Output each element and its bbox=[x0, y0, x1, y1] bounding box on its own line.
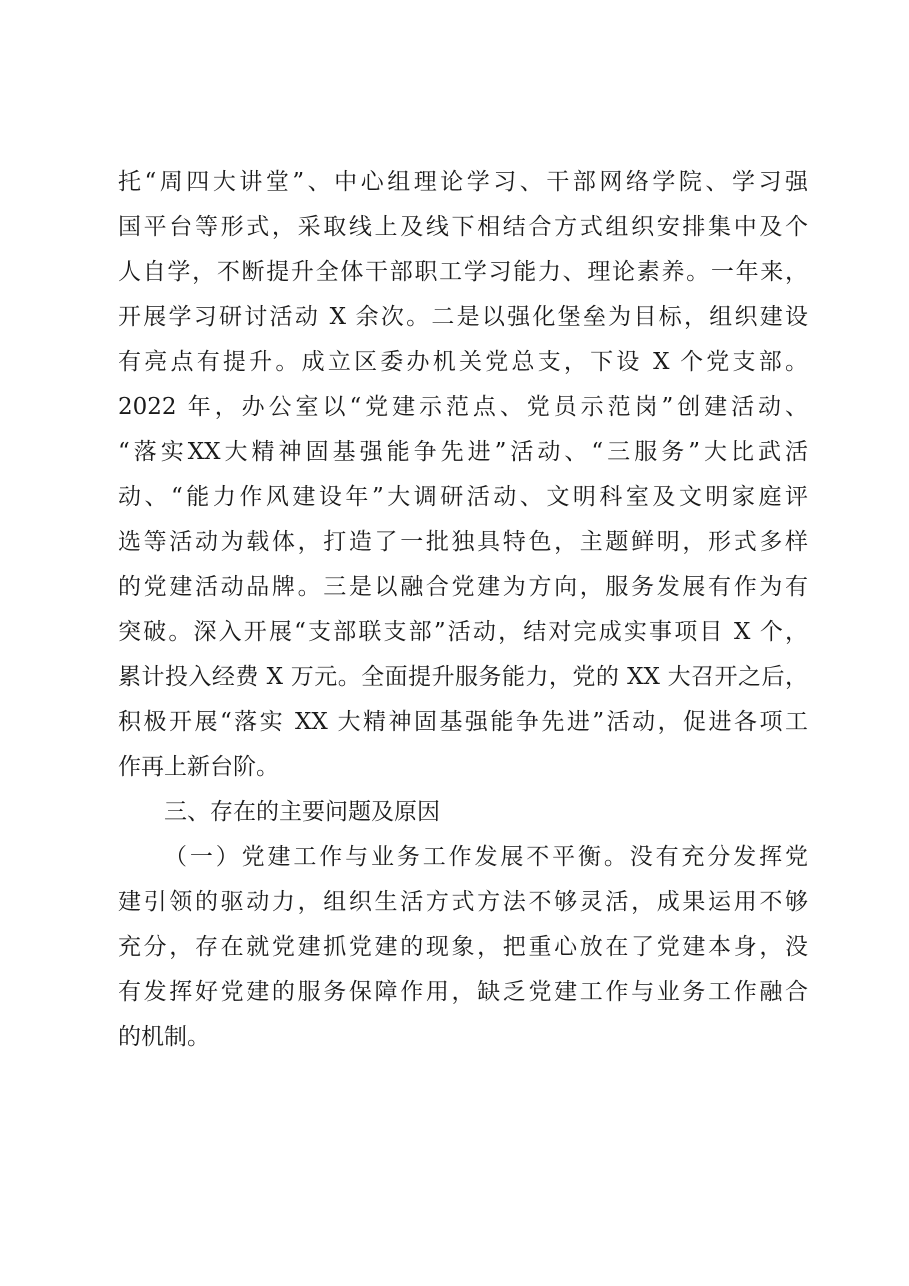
paragraph-line: 累计投入经费 X 万元。全面提升服务能力，党的 XX 大召开之后， bbox=[118, 664, 808, 690]
paragraph-line: 托“周四大讲堂”、中心组理论学习、干部网络学院、学习强 bbox=[118, 169, 808, 195]
paragraph-line: 选等活动为载体，打造了一批独具特色，主题鲜明，形式多样 bbox=[118, 529, 808, 555]
paragraph-line: 建引领的驱动力，组织生活方式方法不够灵活，成果运用不够 bbox=[118, 889, 808, 915]
paragraph-line: 2022 年，办公室以“党建示范点、党员示范岗”创建活动、 bbox=[118, 394, 808, 420]
paragraph-line: （一）党建工作与业务工作发展不平衡。没有充分发挥党 bbox=[164, 844, 808, 870]
paragraph-line: 作再上新台阶。 bbox=[118, 754, 279, 780]
section-heading: 三、存在的主要问题及原因 bbox=[164, 799, 440, 825]
paragraph-line: 有发挥好党建的服务保障作用，缺乏党建工作与业务工作融合 bbox=[118, 979, 808, 1005]
paragraph-line: 动、“能力作风建设年”大调研活动、文明科室及文明家庭评 bbox=[118, 484, 808, 510]
paragraph-line: 积极开展“落实 XX 大精神固基强能争先进”活动，促进各项工 bbox=[118, 709, 808, 735]
paragraph-line: 突破。深入开展“支部联支部”活动，结对完成实事项目 X 个， bbox=[118, 619, 808, 645]
paragraph-line: 开展学习研讨活动 X 余次。二是以强化堡垒为目标，组织建设 bbox=[118, 304, 808, 330]
paragraph-line: 的党建活动品牌。三是以融合党建为方向，服务发展有作为有 bbox=[118, 574, 808, 600]
paragraph-line: 人自学，不断提升全体干部职工学习能力、理论素养。一年来， bbox=[118, 259, 808, 285]
paragraph-line: 的机制。 bbox=[118, 1024, 210, 1050]
paragraph-line: “落实XX大精神固基强能争先进”活动、“三服务”大比武活 bbox=[118, 439, 808, 465]
paragraph-line: 有亮点有提升。成立区委办机关党总支，下设 X 个党支部。 bbox=[118, 349, 808, 375]
paragraph-line: 充分，存在就党建抓党建的现象，把重心放在了党建本身，没 bbox=[118, 934, 808, 960]
paragraph-line: 国平台等形式，采取线上及线下相结合方式组织安排集中及个 bbox=[118, 214, 808, 240]
